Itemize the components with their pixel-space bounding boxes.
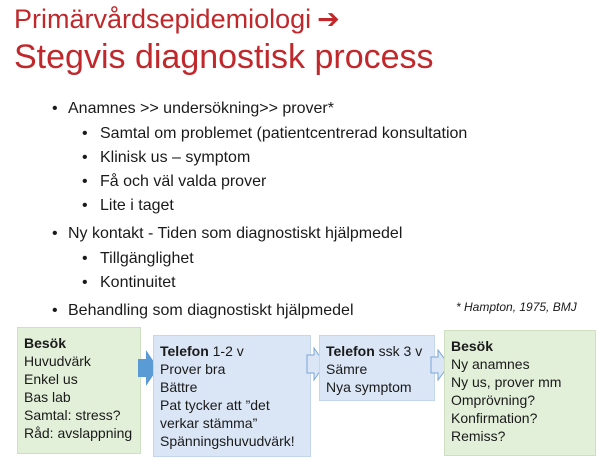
box3-heading: Telefon [326, 343, 375, 359]
box1-heading: Besök [24, 335, 67, 351]
sub-bullet-klinisk: • Klinisk us – symptom [82, 147, 592, 169]
box2-heading: Telefon [160, 343, 209, 359]
box4-line: Ny anamnes [451, 356, 530, 372]
flow-box-besok-2 [444, 330, 596, 456]
box1-line: Samtal: stress? [24, 407, 121, 423]
box2-line: Prover bra [160, 361, 226, 377]
box2-line: Spänningshuvudvärk! [160, 433, 295, 449]
box1-line: Huvudvärk [24, 353, 91, 369]
flow-box-telefon-2 [319, 335, 435, 401]
bullet-list [52, 98, 592, 325]
box3-line: Nya symptom [326, 379, 412, 395]
bullet-behandling: • Behandling som diagnostiskt hjälpmedel [52, 300, 592, 322]
sub-bullet-samtal: • Samtal om problemet (patientcentrerad konsultation [82, 123, 592, 145]
sub-bullet-lite: • Lite i taget [82, 195, 592, 217]
box2-line: Bättre [160, 379, 198, 395]
sub-bullet-prover: • Få och väl valda prover [82, 171, 592, 193]
box1-line: Bas lab [24, 389, 71, 405]
box2-line: Pat tycker att ”det [160, 397, 270, 413]
bullet-ny-kontakt: • Ny kontakt - Tiden som diagnostiskt hjälpmedel [52, 223, 592, 245]
box4-heading: Besök [451, 338, 494, 354]
sub-bullet-tillganglighet: • Tillgänglighet [82, 248, 592, 270]
bullet-anamnes: • Anamnes >> undersökning>> prover* [52, 98, 592, 120]
box4-line: Omprövning? [451, 392, 536, 408]
box1-line: Råd: avslappning [24, 425, 133, 441]
title-text-1: Primärvårdsepidemiologi [14, 4, 312, 34]
box1-line: Enkel us [24, 371, 78, 387]
citation: * Hampton, 1975, BMJ [456, 300, 577, 314]
title-line-1 [14, 4, 340, 35]
box4-line: Remiss? [451, 428, 506, 444]
box3-heading-suffix: ssk 3 v [374, 343, 423, 359]
box4-line: Konfirmation? [451, 410, 538, 426]
flow-box-besok-1 [17, 327, 141, 454]
box2-heading-suffix: 1-2 v [208, 343, 244, 359]
box4-line: Ny us, prover mm [451, 374, 562, 390]
flow-box-telefon-1 [153, 335, 311, 457]
title-arrow-icon: ➔ [317, 4, 340, 34]
title-line-2: Stegvis diagnostisk process [14, 38, 434, 76]
box3-line: Sämre [326, 361, 368, 377]
box2-line: verkar stämma” [160, 415, 258, 431]
sub-bullet-kontinuitet: • Kontinuitet [82, 272, 592, 294]
